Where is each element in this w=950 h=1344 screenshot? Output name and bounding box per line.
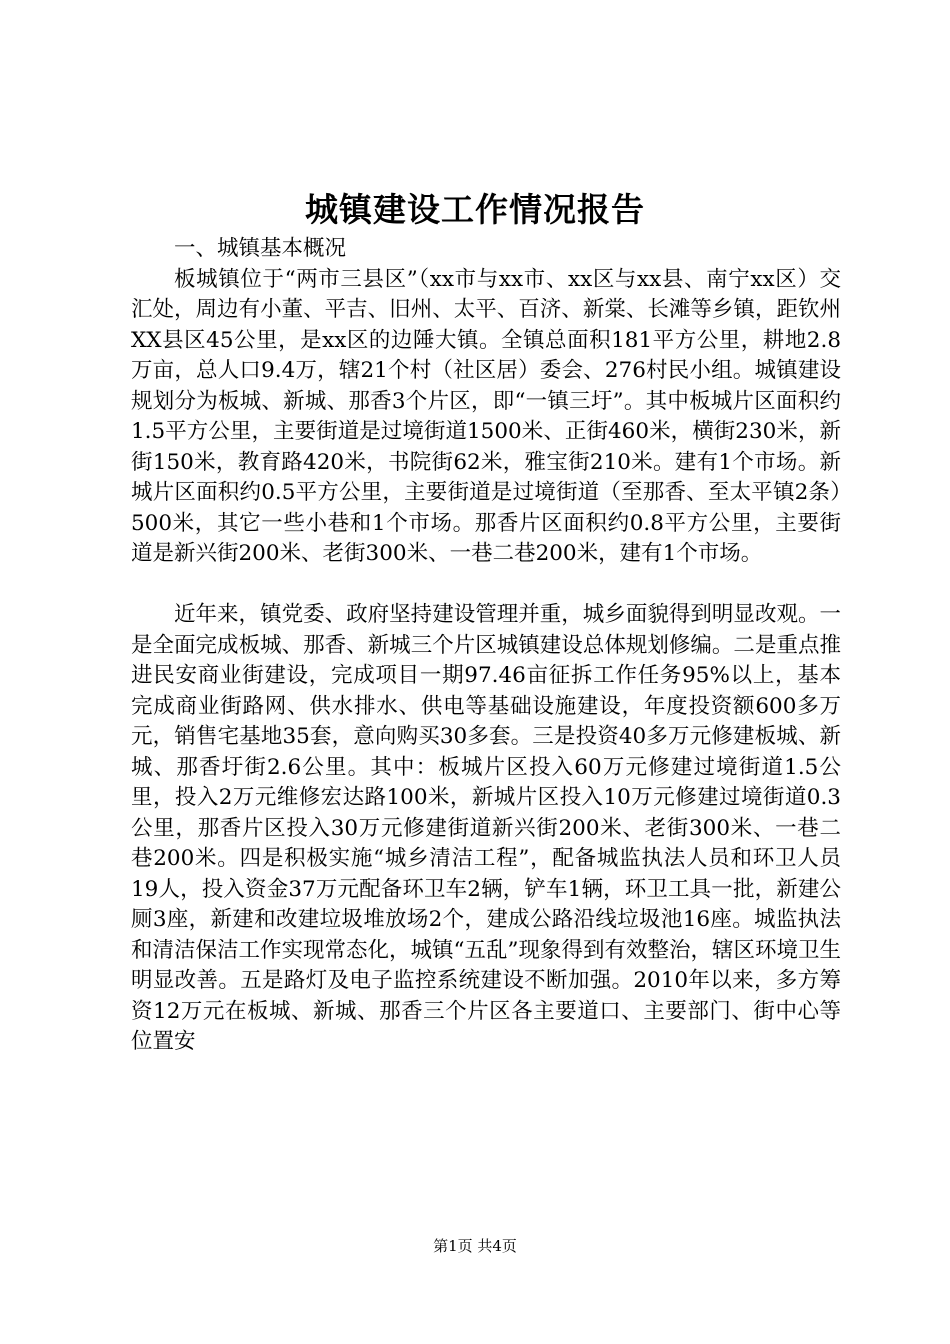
section-heading: 一、城镇基本概况 bbox=[174, 236, 347, 261]
document-title: 城镇建设工作情况报告 bbox=[305, 190, 645, 229]
paragraph-progress: 近年来，镇党委、政府坚持建设管理并重，城乡面貌得到明显改观。一是全面完成板城、那香、新城三个片区城镇建设总体规划修编。二是重点推进民安商业街建设，完成项目一期97.46亩征拆工作任务95%以上，基本完成商业街路网、供水排水、供电等基础设施建设，年度投资额600多万元，销售宅基地35套，意向购买30多套。三是投资40多万元修建板城、新城、那香圩街2.6公里。其中：板城片区投入60万元修建过境街道1.5公里，投入2万元维修宏达路100米，新城片区投入10万元修建过境街道0.3公里，那香片区投入30万元修建街道新兴街200米、老街300米、一巷二巷200米。四是积极实施“城乡清洁工程”，配备城监执法人员和环卫人员19人，投入资金37万元配备环卫车2辆，铲车1辆，环卫工具一批，新建公厕3座，新建和改建垃圾堆放场2个，建成公路沿线垃圾池16座。城监执法和清洁保洁工作实现常态化，城镇“五乱”现象得到有效整治，辖区环境卫生明显改善。五是路灯及电子监控系统建设不断加强。2010年以来，多方筹资12万元在板城、新城、那香三个片区各主要道口、主要部门、街中心等位置安 bbox=[131, 602, 841, 1054]
page-footer: 第1页 共4页 bbox=[433, 1237, 517, 1255]
paragraph-overview: 板城镇位于“两市三县区”（xx市与xx市、xx区与xx县、南宁xx区）交汇处，周边有小董、平吉、旧州、太平、百济、新棠、长滩等乡镇，距钦州XX县区45公里，是xx区的边陲大镇。全镇总面积181平方公里，耕地2.8万亩，总人口9.4万，辖21个村（社区居）委会、276村民小组。城镇建设规划分为板城、新城、那香3个片区，即“一镇三圩”。其中板城片区面积约1.5平方公里，主要街道是过境街道1500米、正街460米，横街230米，新街150米，教育路420米，书院街62米，雅宝街210米。建有1个市场。新城片区面积约0.5平方公里，主要街道是过境街道（至那香、至太平镇2条）500米，其它一些小巷和1个市场。那香片区面积约0.8平方公里，主要街道是新兴街200米、老街300米、一巷二巷200米，建有1个市场。 bbox=[131, 266, 841, 566]
document-body bbox=[131, 234, 841, 1058]
